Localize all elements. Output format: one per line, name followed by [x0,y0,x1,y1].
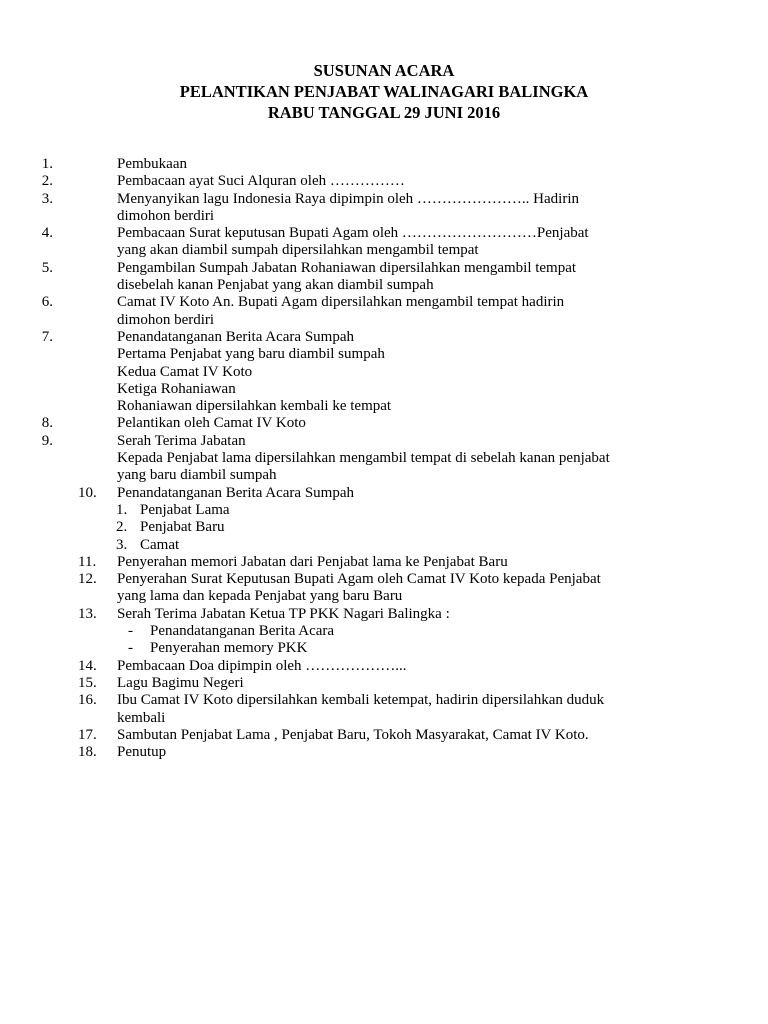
item-text: Penutup [117,744,167,761]
item-text: Penyerahan Surat Keputusan Bupati Agam oleh Camat IV Koto kepada Penjabat [117,571,601,588]
item-text: Pelantikan oleh Camat IV Koto [117,415,306,432]
item-text: dimohon berdiri [117,311,215,328]
item-number: 12. [78,571,97,588]
item-number: 6. [41,294,53,311]
item-text: Penandatanganan Berita Acara Sumpah [117,484,354,501]
agenda-item [0,571,707,606]
item-number: 4. [41,225,53,242]
sub-item-text: Camat [140,536,180,553]
header-title: SUSUNAN ACARA [313,61,455,80]
sub-item [0,519,768,536]
item-text: dimohon berdiri [117,207,215,224]
sub-item [0,502,768,519]
sub-item [0,537,768,554]
item-text: Serah Terima Jabatan [117,432,246,449]
item-text: Pembacaan Surat keputusan Bupati Agam oleh ………………………Penjabat [117,225,589,242]
item-text: Penyerahan memori Jabatan dari Penjabat lama ke Penjabat Baru [117,553,508,570]
agenda-item [0,329,707,415]
item-text: Pembacaan Doa dipimpin oleh ………………... [117,657,407,674]
item-text: Penandatanganan Berita Acara Sumpah [117,328,354,345]
agenda-item [0,692,707,727]
sub-item-text: Penandatanganan Berita Acara [150,623,335,640]
agenda-item [0,606,707,623]
item-text: Kedua Camat IV Koto [117,363,253,380]
agenda-item [0,485,707,502]
item-number: 14. [78,657,97,674]
sub-item-text: Penyerahan memory PKK [150,640,308,657]
agenda-item [0,675,707,692]
agenda-item [0,260,707,295]
item-text: Camat IV Koto An. Bupati Agam dipersilahkan mengambil tempat hadirin [117,294,565,311]
item-text: Pembacaan ayat Suci Alquran oleh …………… [117,173,405,190]
item-number: 16. [78,692,97,709]
item-number: 15. [78,674,97,691]
item-text: Pembukaan [117,156,187,172]
agenda-item [0,156,707,173]
agenda-item [0,658,707,675]
item-number: 10. [78,484,97,501]
agenda-list [0,156,768,761]
agenda-item [0,173,707,190]
agenda-item [0,415,707,432]
item-text: Menyanyikan lagu Indonesia Raya dipimpin oleh ………………….. Hadirin [117,190,580,207]
item-text: Pengambilan Sumpah Jabatan Rohaniawan dipersilahkan mengambil tempat [117,259,577,276]
item-text: kembali [117,709,166,726]
item-text: Serah Terima Jabatan Ketua TP PKK Nagari Balingka : [117,605,450,622]
item-text: Ibu Camat IV Koto dipersilahkan kembali ketempat, hadirin dipersilahkan duduk [117,692,605,709]
item-text: Sambutan Penjabat Lama , Penjabat Baru, Tokoh Masyarakat, Camat IV Koto. [117,726,589,743]
agenda-item [0,744,707,761]
item-number: 11. [78,553,97,570]
item-number: 2. [41,173,53,190]
header-date: RABU TANGGAL 29 JUNI 2016 [267,103,501,122]
item-number: 7. [41,328,53,345]
sub-item-number: 3. [116,536,128,553]
sub-item-number: 1. [116,501,128,518]
item-text: disebelah kanan Penjabat yang akan diambil sumpah [117,277,434,294]
item-text: yang lama dan kepada Penjabat yang baru Baru [117,588,403,605]
sub-item-text: Penjabat Baru [140,519,225,536]
sub-item [0,640,768,657]
sub-item-text: Penjabat Lama [140,501,230,518]
item-text: Ketiga Rohaniawan [117,380,236,397]
item-text: Pertama Penjabat yang baru diambil sumpah [117,346,385,363]
agenda-item [0,225,707,260]
item-number: 1. [41,156,53,172]
item-text: Rohaniawan dipersilahkan kembali ke tempat [117,398,392,415]
item-text: yang baru diambil sumpah [117,467,277,484]
sub-item-number: 2. [116,519,128,536]
item-number: 5. [41,259,53,276]
item-text: Lagu Bagimu Negeri [117,674,244,691]
item-number: 17. [78,726,97,743]
sub-item [0,623,768,640]
document-header [0,60,768,123]
dash-bullet: - [128,640,133,657]
agenda-item [0,191,707,226]
item-text: Kepada Penjabat lama dipersilahkan mengambil tempat di sebelah kanan penjabat [117,450,610,467]
agenda-item [0,433,707,485]
item-number: 9. [41,432,53,449]
agenda-item [0,727,707,744]
item-text: yang akan diambil sumpah dipersilahkan mengambil tempat [117,242,479,259]
item-number: 8. [41,415,53,432]
item-number: 18. [78,744,97,761]
dash-bullet: - [128,623,133,640]
header-subtitle: PELANTIKAN PENJABAT WALINAGARI BALINGKA [179,82,589,101]
agenda-item [0,294,707,329]
item-number: 3. [41,190,53,207]
agenda-item [0,554,707,571]
item-number: 13. [78,605,97,622]
